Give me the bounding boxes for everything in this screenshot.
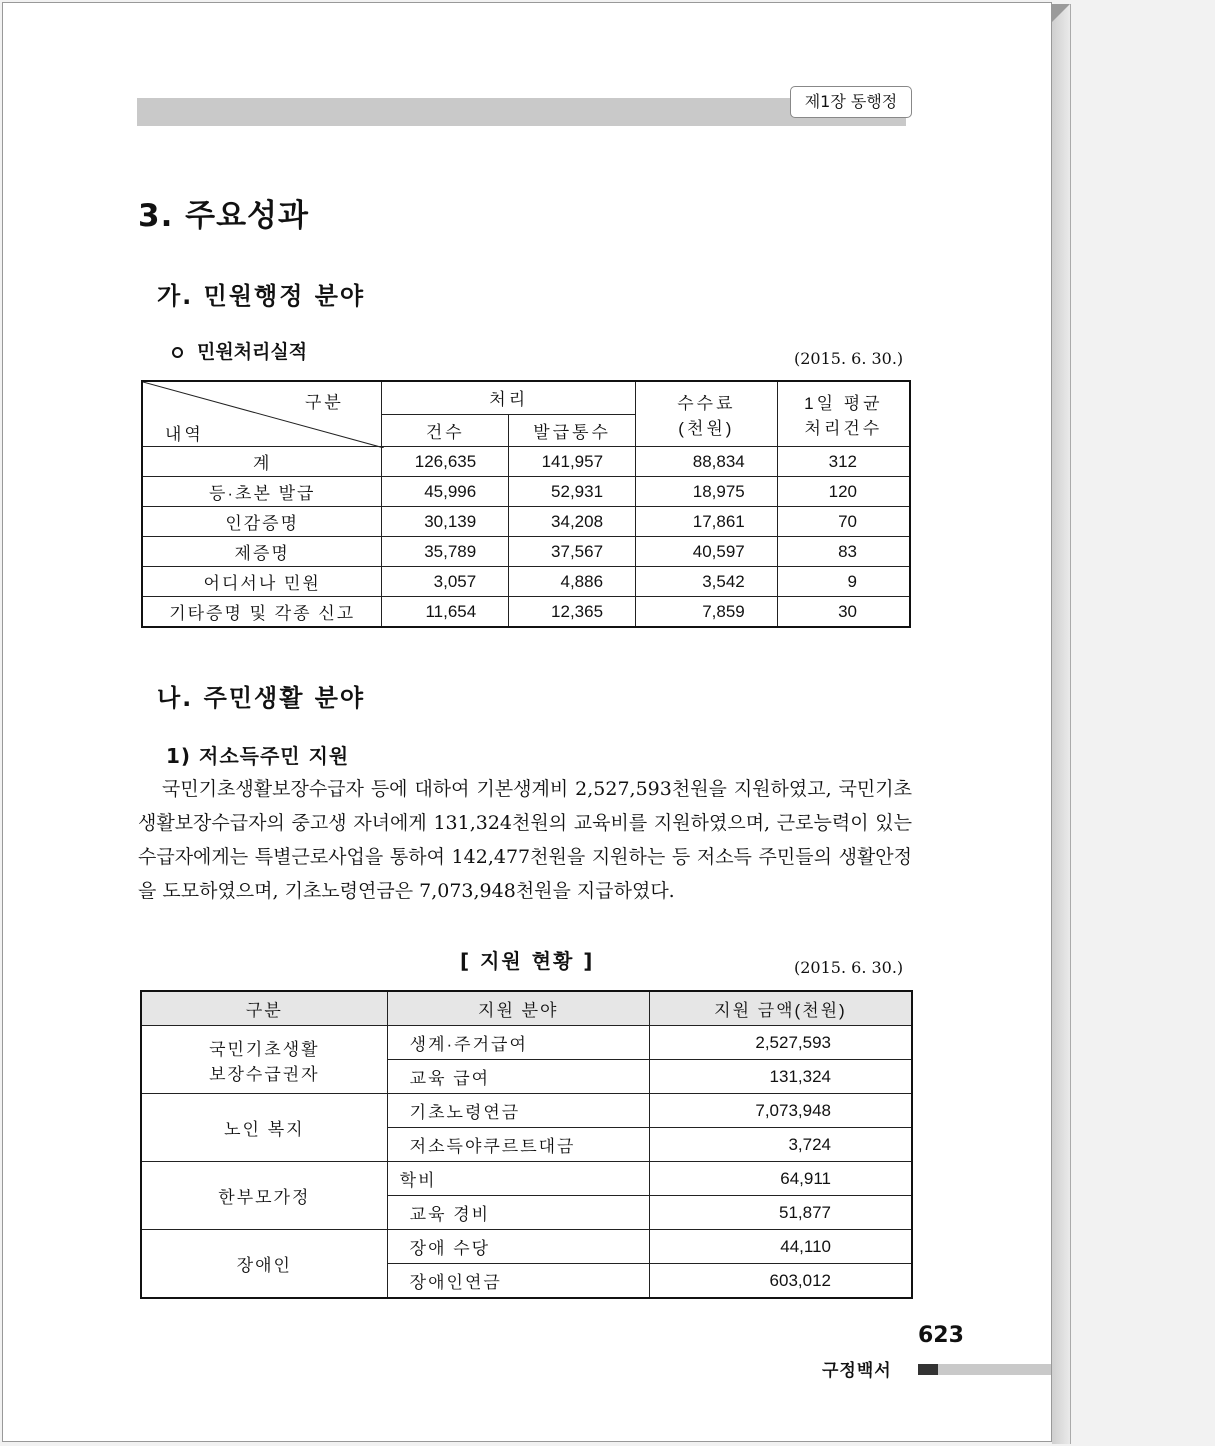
cell-issued: 12,365 <box>509 597 636 628</box>
cell-daily: 312 <box>777 447 910 477</box>
category-line-2: 보장수급권자 <box>209 1064 320 1084</box>
chapter-tab: 제1장 동행정 <box>790 86 912 118</box>
table-row <box>141 1230 912 1264</box>
cell-field: 생계·주거급여 <box>387 1026 649 1060</box>
table-row <box>142 567 910 597</box>
table1-corner-cell <box>142 381 382 447</box>
table-row <box>142 597 910 628</box>
group-category: 한부모가정 <box>141 1162 387 1230</box>
cell-amount: 44,110 <box>649 1230 912 1264</box>
cell-issued: 34,208 <box>509 507 636 537</box>
bullet-label: 민원처리실적 <box>197 341 308 363</box>
paragraph-text: 국민기초생활보장수급자 등에 대하여 기본생계비 2,527,593천원을 지원하였고, 국민기초생활보장수급자의 중고생 자녀에게 131,324천원의 교육비를 지원하였으며, 근로능력이 있는 수급자에게는 특별근로사업을 통하여 142,477천원을 지원하는 등 저소득 주민들의 생활안정을 도모하였으며, 기초노령연금은 7,073,948천원을 지급하였다. <box>138 778 912 902</box>
table-row <box>142 447 910 477</box>
cell-daily: 83 <box>777 537 910 567</box>
cell-amount: 603,012 <box>649 1264 912 1299</box>
cell-fee: 7,859 <box>636 597 778 628</box>
cell-count: 3,057 <box>382 567 509 597</box>
cell-amount: 64,911 <box>649 1162 912 1196</box>
cell-amount: 2,527,593 <box>649 1026 912 1060</box>
page-number: 623 <box>918 1323 964 1348</box>
cell-field: 장애 수당 <box>387 1230 649 1264</box>
row-label: 등·초본 발급 <box>142 477 382 507</box>
body-paragraph <box>138 772 912 908</box>
subsection-a-title: 가. 민원행정 분야 <box>157 282 366 310</box>
cell-issued: 4,886 <box>509 567 636 597</box>
cell-issued: 52,931 <box>509 477 636 507</box>
cell-field: 장애인연금 <box>387 1264 649 1299</box>
header-fee-label: 수수료 <box>677 394 736 413</box>
subsection-b-title: 나. 주민생활 분야 <box>157 684 366 712</box>
bullet-heading <box>172 337 307 364</box>
cell-count: 35,789 <box>382 537 509 567</box>
table-row <box>142 507 910 537</box>
book-title: 구정백서 <box>822 1361 892 1381</box>
table-row <box>141 1162 912 1196</box>
group-category <box>141 1026 387 1094</box>
cell-field: 학비 <box>387 1162 649 1196</box>
table1-date: (2015. 6. 30.) <box>794 349 904 368</box>
table2-date: (2015. 6. 30.) <box>794 958 904 977</box>
cell-count: 45,996 <box>382 477 509 507</box>
cell-field: 저소득야쿠르트대금 <box>387 1128 649 1162</box>
table-row <box>141 1094 912 1128</box>
corner-bottom-label: 내역 <box>165 425 204 444</box>
cell-daily: 70 <box>777 507 910 537</box>
cell-count: 11,654 <box>382 597 509 628</box>
header-field: 지원 분야 <box>387 991 649 1026</box>
header-fee-unit: (천원) <box>678 419 735 438</box>
table-row <box>141 1026 912 1060</box>
cell-amount: 7,073,948 <box>649 1094 912 1128</box>
cell-field: 기초노령연금 <box>387 1094 649 1128</box>
table-row <box>142 537 910 567</box>
header-amount: 지원 금액(천원) <box>649 991 912 1026</box>
page-edge-shadow <box>1052 4 1071 1444</box>
cell-fee: 40,597 <box>636 537 778 567</box>
cell-amount: 51,877 <box>649 1196 912 1230</box>
cell-daily: 9 <box>777 567 910 597</box>
header-daily-label-1: 1일 평균 <box>804 394 883 413</box>
cell-fee: 3,542 <box>636 567 778 597</box>
page-curl <box>1052 4 1070 22</box>
cell-issued: 141,957 <box>509 447 636 477</box>
header-processing: 처리 <box>382 381 636 414</box>
row-label: 인감증명 <box>142 507 382 537</box>
cell-count: 30,139 <box>382 507 509 537</box>
row-label: 기타증명 및 각종 신고 <box>142 597 382 628</box>
header-daily-average <box>777 381 910 447</box>
group-category: 노인 복지 <box>141 1094 387 1162</box>
cell-field: 교육 급여 <box>387 1060 649 1094</box>
support-status-table <box>140 990 913 1299</box>
bullet-circle-icon <box>172 347 183 358</box>
header-issued: 발급통수 <box>509 414 636 446</box>
corner-top-label: 구분 <box>305 393 344 412</box>
cell-fee: 17,861 <box>636 507 778 537</box>
cell-fee: 88,834 <box>636 447 778 477</box>
cell-count: 126,635 <box>382 447 509 477</box>
cell-amount: 131,324 <box>649 1060 912 1094</box>
cell-daily: 30 <box>777 597 910 628</box>
civil-affairs-table <box>141 380 911 628</box>
cell-issued: 37,567 <box>509 537 636 567</box>
cell-fee: 18,975 <box>636 477 778 507</box>
header-count: 건수 <box>382 414 509 446</box>
group-category: 장애인 <box>141 1230 387 1299</box>
category-line-1: 국민기초생활 <box>209 1039 320 1059</box>
cell-amount: 3,724 <box>649 1128 912 1162</box>
table2-caption: [ 지원 현황 ] <box>460 949 595 973</box>
cell-daily: 120 <box>777 477 910 507</box>
cell-field: 교육 경비 <box>387 1196 649 1230</box>
footer-bar-marker <box>918 1364 938 1375</box>
row-label: 계 <box>142 447 382 477</box>
header-daily-label-2: 처리건수 <box>804 419 883 438</box>
table-row <box>142 477 910 507</box>
header-category: 구분 <box>141 991 387 1026</box>
row-label: 어디서나 민원 <box>142 567 382 597</box>
row-label: 제증명 <box>142 537 382 567</box>
item-title: 1) 저소득주민 지원 <box>166 744 350 768</box>
section-title: 3. 주요성과 <box>138 198 309 234</box>
header-fee <box>636 381 778 447</box>
